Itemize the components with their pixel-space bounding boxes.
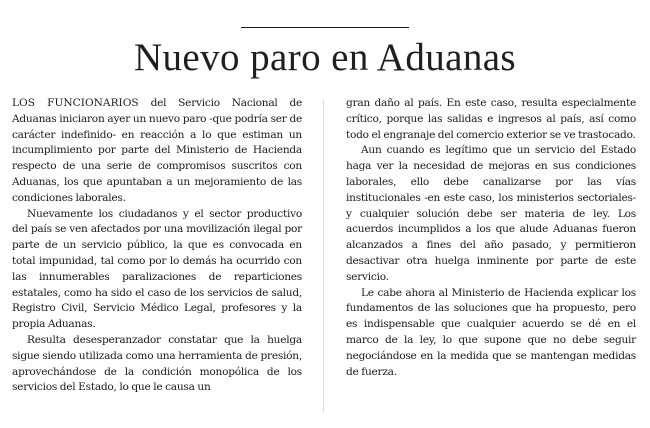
paragraph-1-text: del Servicio Nacional de Aduanas iniciaron ayer un nuevo paro -que podría ser de carácter indefinido- en reacción a lo que estiman un incumplimiento por parte del Ministerio de Hacienda respecto de una serie de compromisos suscritos con Aduanas, los que apuntaban a un mejoramiento de las condiciones laborales. xyxy=(12,97,302,204)
lead-in: LOS FUNCIONARIOS xyxy=(12,97,139,109)
article-paragraph-3-end: gran daño al país. En este caso, resulta especialmente crítico, porque las salidas e ingresos al país, así como todo el engranaje del comercio exterior se ve trastocado. xyxy=(346,97,636,141)
article-paragraph-5: Le cabe ahora al Ministerio de Hacienda explicar los fundamentos de las soluciones que ha propuesto, pero es indispensable que cualquier acuerdo se dé en el marco de la ley, lo que supone que no debe seguir negociándose en la medida que se mantengan medidas de fuerza. xyxy=(346,286,636,378)
headline-rule xyxy=(241,27,409,28)
article-column-left xyxy=(12,96,302,396)
article-paragraph-3-start: Resulta desesperanzador constatar que la huelga sigue siendo utilizada como una herramienta de presión, aprovechándose de la condición monopólica de los servicios del Estado, lo que le causa un xyxy=(12,333,302,394)
article-paragraph-4: Aun cuando es legítimo que un servicio del Estado haga ver la necesidad de mejoras en sus condiciones laborales, ello debe canalizarse por las vías institucionales -en este caso, los ministerios sectoriales- y cualquier solución debe ser materia de ley. Los acuerdos incumplidos a los que alude Aduanas fueron alcanzados a fines del año pasado, y permitieron desactivar otra huelga inminente por parte de este servicio. xyxy=(346,144,636,283)
article-paragraph-2: Nuevamente los ciudadanos y el sector productivo del país se ven afectados por una movilización ilegal por parte de un servicio público, la que es convocada en total impunidad, tal como por lo demás ha ocurrido con las innumerables paralizaciones de reparticiones estatales, como ha sido el caso de los servicios de salud, Registro Civil, Servicio Médico Legal, profesores y la propia Aduanas. xyxy=(12,207,302,331)
article-paragraph-1 xyxy=(12,96,302,207)
article-headline: Nuevo paro en Aduanas xyxy=(133,36,517,79)
column-divider xyxy=(323,100,324,412)
article-column-right xyxy=(346,96,636,380)
